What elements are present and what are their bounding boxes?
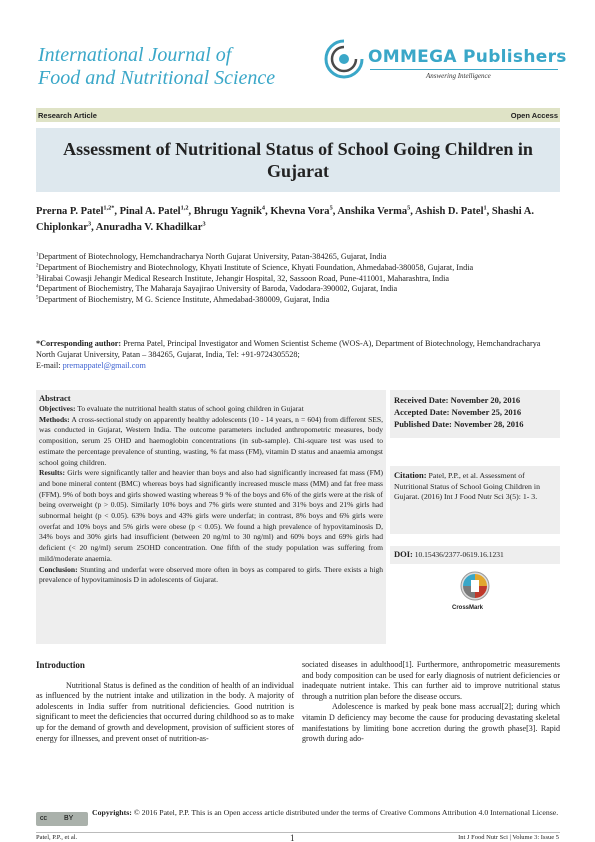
citation-text: Patel, P.P., et al. Assessment of Nutritional Status of School Going Children in Gujarat. (2016) Int J Food Nutr Sci 3(5): 1- 3.	[394, 471, 540, 501]
corresponding-author	[36, 339, 560, 371]
article-type-bar	[36, 108, 560, 122]
journal-title-line1: International Journal of	[38, 44, 232, 66]
publisher-logo	[322, 36, 567, 86]
author[interactable]: Prerna P. Patel$^{1,2*}$	[36, 204, 115, 217]
doi-box	[390, 546, 560, 564]
author[interactable]: Pinal A. Patel$^{1,2}$	[119, 204, 189, 217]
publisher-divider	[370, 69, 558, 70]
copyright-notice	[92, 808, 560, 818]
author-list: Prerna P. Patel$^{1,2*}$, Pinal A. Patel$^{1,2}$, Bhrugu Yagnik$^4$, Khevna Vora$^5$, Anshika Verma$^5$, Ashish D. Patel$^1$, Shashi A. Chiplonkar$^3$, Anuradha V. Khadilkar$^3$	[36, 204, 534, 233]
email-label: E-mail:	[36, 360, 61, 370]
intro-paragraph: Nutritional Status is defined as the condition of health of an individual as influenced by the nutrient intake and utilization in the body. A majority of adolescents in India suffer from nutritional deficiencies. Good nutrition is significant to meet the deficiencies that occurred during childhood so as to make up for the demand of growth and development, provision of sufficient stores of energy for illnesses, and prevent onset of nutrition-as-	[36, 680, 294, 743]
author[interactable]: Khevna Vora$^5$	[270, 204, 333, 217]
footer-journal: Int J Food Nutr Sci | Volume 3: Issue 5	[458, 834, 559, 841]
email-link[interactable]: prernappatel@gmail.com	[62, 360, 146, 370]
author[interactable]: Ashish D. Patel$^1$	[414, 204, 487, 217]
open-access-label: Open Access	[510, 111, 558, 120]
author[interactable]: Anuradha V. Khadilkar$^3$	[95, 220, 206, 233]
abstract-heading: Abstract	[39, 393, 71, 403]
copyright-text: © 2016 Patel, P.P. This is an Open access article distributed under the terms of Creative Commons Attribution 4.0 International License.	[133, 808, 559, 817]
affiliation: $^5$Department of Biochemistry, M G. Science Institute, Ahmedabad-380009, Gujarat, India	[36, 295, 330, 305]
abstract-box	[36, 390, 386, 644]
author[interactable]: Bhrugu Yagnik$^4$	[193, 204, 266, 217]
accepted-date: Accepted Date: November 25, 2016	[394, 407, 522, 417]
abstract-results: Results: Girls were significantly taller and heavier than boys and also had significantly increased fat mass (FM) and bone mineral content (BMC) whereas boys had significantly increased muscle mass (MM) and fat free mass (FFM). 9% of both boys and girls showed wasting whereas 9 % of the boys and 6% of the girls were at the risk of being overweight (p > 0.05). Similarly 10% boys and 7% girls were stunted and 31% boys and 21% girls had subnormal height (p < 0.05). 63% boys and 43% girls were underfat; in contrast, 8% boys and 6% girls were overfat and 10% boys and 5% girls were obese (p < 0.05). We found a high prevalence of hypovitaminosis D, 34% boys and 30% girls had insufficient (between 20 ng/ml to 30 ng/ml) and 60% boys and 69% girls had deficient (< 20 ng/ml) serum 25OHD concentration. One fifth of the study population was suffering from mild/moderate anaemia.	[39, 468, 383, 563]
abstract-methods: Methods: A cross-sectional study on apparently healthy adolescents (10 - 14 years, n = 604) from different SES, was conducted in Gujarat, Western India. The outcome parameters included anthropometric measures, body composition, serum 25 OHD and haemoglobin concentrations (in sub-sample). Chi-square test was used to estimate the percentage prevalence of stunting, wasting, % fat mass (FM), vitamin D status and anaemia amongst school going children.	[39, 414, 383, 467]
crossmark-label: CrossMark	[452, 605, 484, 611]
publisher-tagline: Answering Intelligence	[426, 72, 491, 80]
affiliation: $^4$Department of Biochemistry, The Maharaja Sayajirao University of Baroda, Vadodara-390002, Gujarat, India	[36, 284, 398, 294]
publisher-name: OMMEGA Publishers	[368, 47, 567, 67]
journal-title	[38, 44, 275, 90]
author[interactable]: Anshika Verma$^5$	[337, 204, 411, 217]
publisher-logo-icon	[322, 38, 366, 80]
intro-paragraph: Adolescence is marked by peak bone mass accrual[2]; during which vitamin D deficiency may become the cause for producing devastating skeletal manifestations by limiting bone accretion during the growth phase[3]. Rapid growth during ado-	[302, 702, 560, 744]
affiliation: $^2$Department of Biochemistry and Biotechnology, Khyati Institute of Science, Khyati Foundation, Ahmedabad-380058, Gujarat, India	[36, 262, 474, 272]
article-title: Assessment of Nutritional Status of School Going Children in Gujarat	[36, 128, 560, 192]
affiliation: $^1$Department of Biotechnology, Hemchandracharya North Gujarat University, Patan-384265, Gujarat, India	[36, 252, 387, 261]
footer-divider	[36, 832, 560, 833]
article-type: Research Article	[38, 111, 97, 120]
abstract-conclusion: Conclusion: Stunting and underfat were observed more often in boys as compared to girls. There exists a high prevalence of hypovitaminosis D in adolescents of Gujarat.	[39, 564, 383, 585]
intro-paragraph: sociated diseases in adulthood[1]. Furthermore, anthropometric measurements and body composition can be used for early diagnosis of nutrient deficiencies or inadequate nutrient intake. This can further aid to improve nutritional status through a nutrition plan before the disease occurs.	[302, 660, 560, 701]
affiliation: $^3$Hirabai Cowasji Jehangir Medical Research Institute, Jehangir Hospital, 32, Sassoon Road, Pune-411001, Maharashtra, India	[36, 273, 450, 283]
affiliations	[36, 252, 560, 306]
intro-right-column	[302, 660, 560, 745]
page-number: 1	[290, 833, 295, 842]
journal-title-line2: Food and Nutritional Science	[38, 67, 276, 89]
citation-box	[390, 466, 560, 534]
author[interactable]: Shashi A. Chiplonkar$^3$	[36, 206, 534, 233]
received-date: Received Date: November 20, 2016	[394, 395, 521, 405]
intro-left-column	[36, 660, 294, 744]
published-date: Published Date: November 28, 2016	[394, 419, 524, 429]
footer-author: Patel, P.P., et al.	[36, 834, 78, 841]
corresponding-author-text: Prerna Patel, Principal Investigator and Women Scientist Scheme (WOS-A), Department of Biotechnology, Hemchandracharya North Gujarat University, Patan – 384265, Gujarat, India, Tel: +91-9724305528;	[36, 339, 541, 359]
cc-icon: cc	[40, 815, 47, 822]
doi-value[interactable]: 10.15436/2377-0619.16.1231	[414, 550, 504, 559]
abstract-objectives: Objectives: To evaluate the nutritional health status of school going children in Gujarat	[39, 404, 304, 413]
intro-heading: Introduction	[36, 660, 85, 670]
dates-box	[390, 390, 560, 438]
corresponding-author-label: *Corresponding author:	[36, 339, 122, 348]
copyright-label: Copyrights:	[92, 808, 132, 817]
crossmark-icon[interactable]	[448, 570, 502, 610]
cc-by-icon: BY	[64, 815, 74, 822]
citation-label: Citation:	[394, 470, 427, 480]
doi-label: DOI:	[394, 549, 413, 559]
creative-commons-badge[interactable]	[36, 812, 88, 826]
